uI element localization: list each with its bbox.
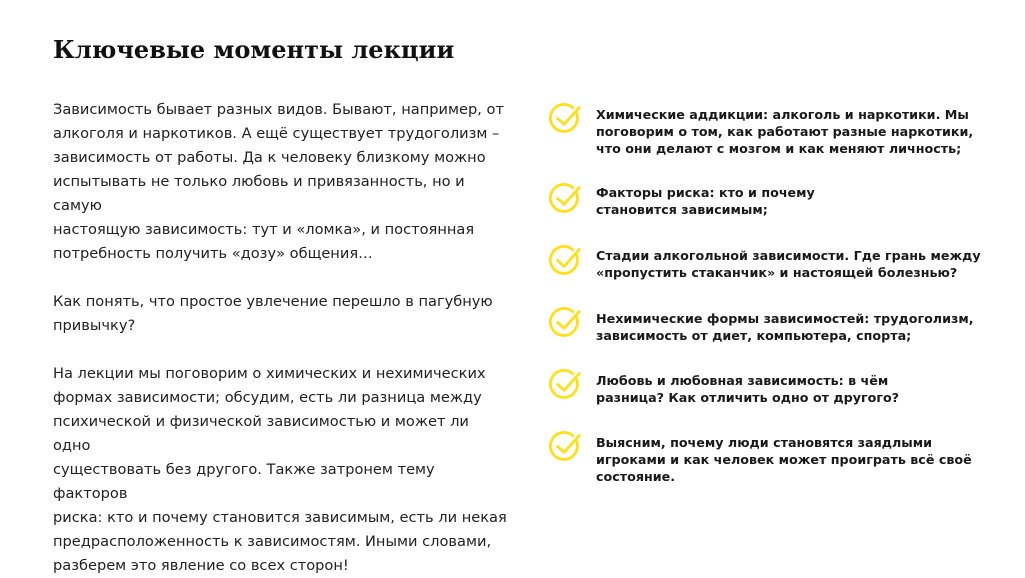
- key-point-line: Факторы риска: кто и почему: [596, 185, 815, 200]
- key-point-text: [596, 106, 1016, 157]
- key-point-line: игроками и как человек может проиграть всё своё: [596, 452, 972, 467]
- check-circle-icon: [548, 244, 582, 278]
- lecture-description: [53, 98, 508, 578]
- description-line: привычку?: [53, 317, 136, 334]
- description-line: настоящую зависимость: тут и «ломка», и постоянная: [53, 221, 475, 238]
- description-line: алкоголя и наркотиков. А ещё существует трудоголизм –: [53, 125, 500, 142]
- key-point-line: «пропустить стаканчик» и настоящей болезнью?: [596, 265, 958, 280]
- key-point-text: [596, 247, 1016, 281]
- key-point-line: разница? Как отличить одно от другого?: [596, 390, 900, 405]
- description-line: предрасположенность к зависимостям. Иными словами,: [53, 533, 492, 550]
- key-point-text: [596, 434, 1016, 485]
- key-points-list: [548, 0, 1018, 530]
- check-circle-icon: [548, 102, 582, 136]
- description-line: формах зависимости; обсудим, есть ли разница между: [53, 389, 482, 406]
- description-paragraph: [53, 362, 508, 578]
- key-point-text: [596, 310, 1016, 344]
- key-point-line: состояние.: [596, 469, 676, 484]
- description-line: испытывать не только любовь и привязанность, но и самую: [53, 173, 465, 214]
- description-line: существовать без другого. Также затронем тему факторов: [53, 461, 435, 502]
- key-point-line: что они делают с мозгом и как меняют личность;: [596, 141, 962, 156]
- check-circle-icon: [548, 430, 582, 464]
- description-line: зависимость от работы. Да к человеку близкому можно: [53, 149, 486, 166]
- description-line: Зависимость бывает разных видов. Бывают, например, от: [53, 101, 504, 118]
- section-title: Ключевые моменты лекции: [53, 35, 455, 64]
- key-point-line: Стадии алкогольной зависимости. Где грань между: [596, 248, 981, 263]
- check-circle-icon: [548, 306, 582, 340]
- description-line: потребность получить «дозу» общения…: [53, 245, 373, 262]
- key-point-text: [596, 184, 1016, 218]
- description-line: психической и физической зависимостью и может ли одно: [53, 413, 469, 454]
- key-point-line: Нехимические формы зависимостей: трудоголизм,: [596, 311, 974, 326]
- description-paragraph: [53, 290, 508, 338]
- check-circle-icon: [548, 182, 582, 216]
- description-paragraph: [53, 98, 508, 266]
- key-point-line: Любовь и любовная зависимость: в чём: [596, 373, 889, 388]
- description-line: Как понять, что простое увлечение перешло в пагубную: [53, 293, 493, 310]
- key-point-line: Выясним, почему люди становятся заядлыми: [596, 435, 932, 450]
- description-line: разберем это явление со всех сторон!: [53, 557, 349, 574]
- key-point-line: зависимость от диет, компьютера, спорта;: [596, 328, 912, 343]
- key-point-line: становится зависимым;: [596, 202, 768, 217]
- description-line: На лекции мы поговорим о химических и нехимических: [53, 365, 486, 382]
- check-circle-icon: [548, 368, 582, 402]
- key-point-line: поговорим о том, как работают разные наркотики,: [596, 124, 974, 139]
- key-point-line: Химические аддикции: алкоголь и наркотики. Мы: [596, 107, 969, 122]
- description-line: риска: кто и почему становится зависимым, есть ли некая: [53, 509, 507, 526]
- key-point-text: [596, 372, 1016, 406]
